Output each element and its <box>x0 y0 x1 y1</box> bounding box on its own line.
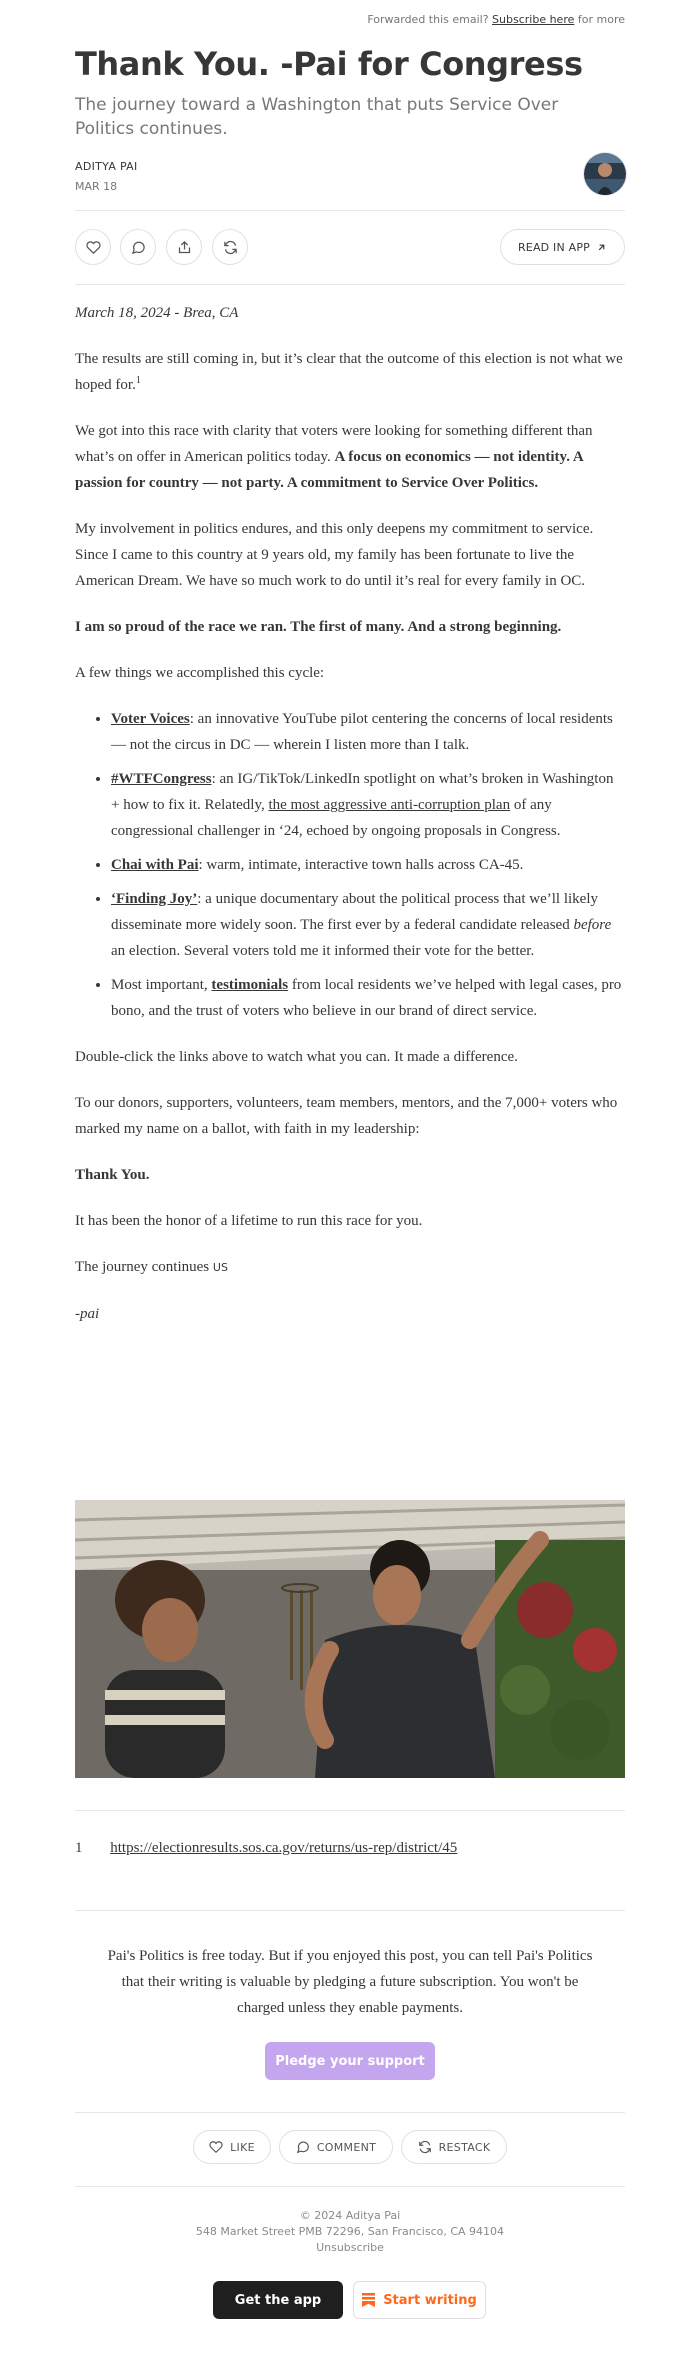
address: 548 Market Street PMB 72296, San Francisco, CA 94104 <box>195 2225 505 2238</box>
heart-icon <box>86 240 101 255</box>
paragraph: To our donors, supporters, volunteers, team members, mentors, and the 7,000+ voters who marked my name on a ballot, with faith in my leadership: <box>75 1095 618 1137</box>
avatar[interactable] <box>583 152 627 196</box>
post-photo[interactable] <box>75 1500 625 1778</box>
share-button[interactable] <box>166 229 202 265</box>
paragraph: I am so proud of the race we ran. The first of many. And a strong beginning. <box>75 619 562 635</box>
list-item: • #WTFCongress: an IG/TikTok/LinkedIn spotlight on what’s broken in Washington + how to fix it. Relatedly, the most aggressive anti-corruption plan of any congressional challenger in ‘24, echoed by ongoing proposals in Congress. <box>111 766 625 844</box>
restack-icon <box>223 240 238 255</box>
subscribe-link[interactable]: Subscribe here <box>492 13 575 26</box>
paragraph: Thank You. <box>75 1167 150 1183</box>
arrow-up-right-icon <box>596 242 607 253</box>
wtfcongress-link[interactable]: #WTFCongress <box>111 771 212 787</box>
chai-with-pai-link[interactable]: Chai with Pai <box>111 857 199 873</box>
footnote: 1 https://electionresults.sos.ca.gov/returns/us-rep/district/45 <box>75 1840 458 1856</box>
list-item: • ‘Finding Joy’: a unique documentary about the political process that we’ll likely disseminate more widely soon. The first ever by a federal candidate released before an election. Several voters told me it informed their vote for the better. <box>111 886 625 964</box>
start-writing-button[interactable]: Start writing <box>353 2281 486 2319</box>
paragraph: The results are still coming in, but it’s clear that the outcome of this election is not what we hoped for.$^1$ <box>75 351 623 393</box>
list-item: • Voter Voices: an innovative YouTube pilot centering the concerns of local residents — not the circus in DC — wherein I listen more than I talk. <box>111 706 625 758</box>
paragraph: We got into this race with clarity that voters were looking for something different than what’s on offer in American politics today. A focus on economics — not identity. A passion for country — not party. A commitment to Service Over Politics. <box>75 423 593 491</box>
footnote-anchor[interactable]: 1 <box>135 375 141 386</box>
comment-button[interactable] <box>120 229 156 265</box>
post-body <box>75 300 625 1347</box>
paragraph: A few things we accomplished this cycle: <box>75 665 325 681</box>
testimonials-link[interactable]: testimonials <box>211 977 289 993</box>
heart-icon <box>209 2140 223 2154</box>
get-the-app-button[interactable]: Get the app <box>213 2281 343 2319</box>
dateline: March 18, 2024 - Brea, CA <box>75 305 239 321</box>
author-name[interactable]: ADITYA PAI <box>75 160 138 173</box>
restack-button[interactable] <box>212 229 248 265</box>
divider <box>75 1910 625 1911</box>
unsubscribe-link[interactable]: Unsubscribe <box>316 2241 384 2254</box>
read-in-app-button[interactable]: READ IN APP <box>500 229 625 265</box>
anti-corruption-plan-link[interactable]: the most aggressive anti-corruption plan <box>268 797 511 813</box>
list-item: • Chai with Pai: warm, intimate, interactive town halls across CA-45. <box>111 852 625 878</box>
post-title: Thank You. -Pai for Congress <box>75 45 583 83</box>
divider <box>75 284 625 285</box>
share-icon <box>177 240 192 255</box>
paragraph: Double-click the links above to watch what you can. It made a difference. <box>75 1049 518 1065</box>
accomplishments-list <box>75 706 625 1024</box>
divider <box>75 2112 625 2113</box>
us-flag: US <box>212 1261 228 1274</box>
pledge-text: Pai's Politics is free today. But if you enjoyed this post, you can tell Pai's Politics that their writing is valuable by pledging a future subscription. You won't be charged unless they enable payments. <box>107 1948 593 2016</box>
signoff: -pai <box>75 1306 100 1322</box>
comment-icon <box>296 2140 310 2154</box>
finding-joy-link[interactable]: ‘Finding Joy’ <box>111 891 198 907</box>
paragraph: It has been the honor of a lifetime to run this race for you. <box>75 1213 423 1229</box>
divider <box>75 210 625 211</box>
post-date: MAR 18 <box>75 180 118 193</box>
forwarded-note: Forwarded this email? Subscribe here for more <box>367 13 625 26</box>
comment-icon <box>131 240 146 255</box>
restack-icon <box>418 2140 432 2154</box>
voter-voices-link[interactable]: Voter Voices <box>111 711 190 727</box>
footer-info <box>0 2208 700 2256</box>
pledge-button[interactable]: Pledge your support <box>265 2042 435 2080</box>
like-pill-button[interactable]: LIKE <box>193 2130 271 2164</box>
list-item: • Most important, testimonials from local residents we’ve helped with legal cases, pro bono, and the trust of voters who believe in our brand of direct service. <box>111 972 625 1024</box>
like-button[interactable] <box>75 229 111 265</box>
paragraph: My involvement in politics endures, and this only deepens my commitment to service. Since I came to this country at 9 years old, my family has been fortunate to live the American Dream. We have so much work to do until it’s real for every family in OC. <box>75 521 594 589</box>
restack-pill-button[interactable]: RESTACK <box>401 2130 507 2164</box>
paragraph: The journey continues US <box>75 1259 228 1275</box>
election-results-link[interactable]: https://electionresults.sos.ca.gov/returns/us-rep/district/45 <box>110 1840 458 1856</box>
divider <box>75 1810 625 1811</box>
post-subtitle: The journey toward a Washington that puts Service Over Politics continues. <box>75 95 559 139</box>
comment-pill-button[interactable]: COMMENT <box>279 2130 393 2164</box>
copyright: © 2024 Aditya Pai <box>299 2209 401 2222</box>
bookmark-icon <box>362 2293 375 2307</box>
divider <box>75 2186 625 2187</box>
